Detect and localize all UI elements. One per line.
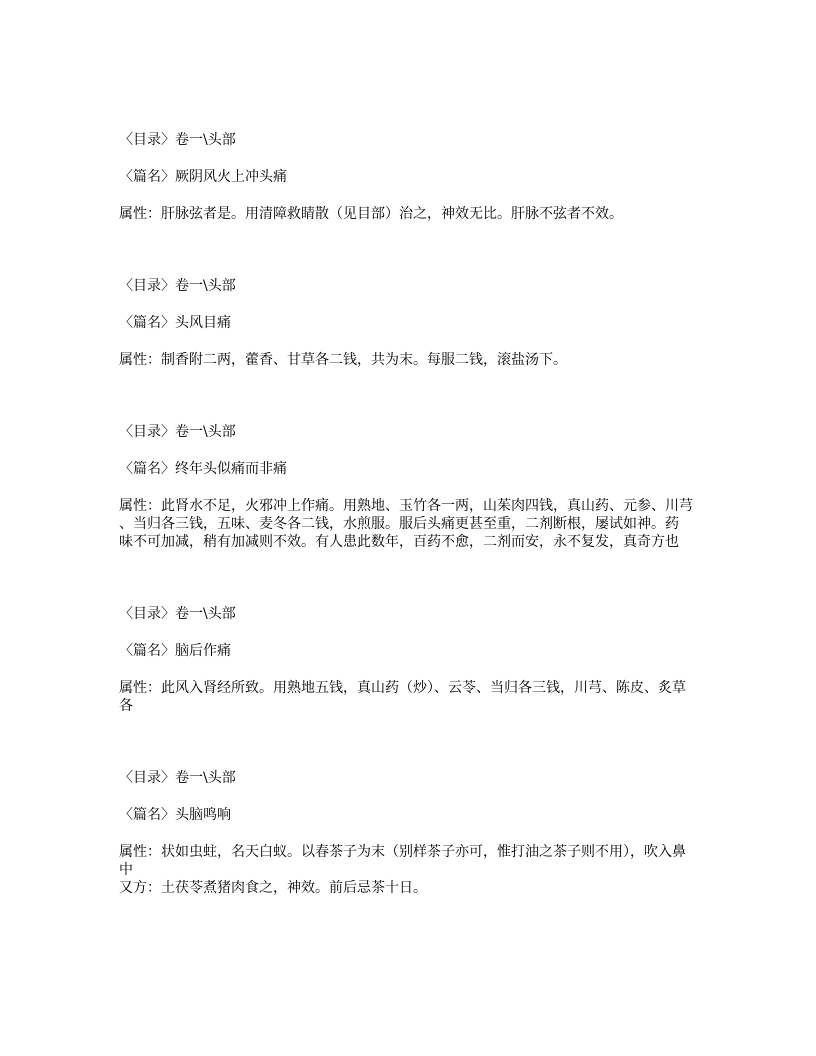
document-entry: [119, 131, 719, 223]
entry-body: [119, 351, 719, 369]
entry-body: [119, 497, 719, 551]
catalog-line: 〈目录〉卷一\头部: [119, 424, 236, 440]
body-line: 、当归各三钱，五味、麦冬各二钱，水煎服。服后头痛更甚至重，二剂断根，屡试如神。药: [119, 516, 679, 532]
document-entry: [119, 605, 719, 715]
entry-body: [119, 205, 719, 223]
document-page: [119, 131, 719, 951]
body-line: 属性：制香附二两，藿香、甘草各二钱，共为末。每服二钱，滚盐汤下。: [119, 352, 567, 368]
body-line: 中: [119, 862, 133, 878]
entry-body: [119, 679, 719, 715]
catalog-line: 〈目录〉卷一\头部: [119, 278, 236, 294]
chapter-title: 〈篇名〉头脑鸣响: [119, 807, 231, 823]
entry-body: [119, 843, 719, 897]
body-line: 属性：状如虫蛀，名天白蚁。以春茶子为末（别样茶子亦可，惟打油之茶子则不用），吹入鼻: [119, 844, 686, 860]
body-line: 属性：肝脉弦者是。用清障救睛散（见目部）治之，神效无比。肝脉不弦者不效。: [119, 206, 623, 222]
body-line: 各: [119, 698, 133, 714]
document-entry: [119, 423, 719, 551]
catalog-line: 〈目录〉卷一\头部: [119, 132, 236, 148]
chapter-title: 〈篇名〉厥阴风火上冲头痛: [119, 169, 287, 185]
chapter-title: 〈篇名〉脑后作痛: [119, 643, 231, 659]
catalog-line: 〈目录〉卷一\头部: [119, 606, 236, 622]
body-line: 又方：土茯苓煮猪肉食之，神效。前后忌茶十日。: [119, 880, 427, 896]
chapter-title: 〈篇名〉终年头似痛而非痛: [119, 461, 287, 477]
document-entry: [119, 769, 719, 897]
document-entry: [119, 277, 719, 369]
body-line: 属性：此肾水不足，火邪冲上作痛。用熟地、玉竹各一两，山茱肉四钱，真山药、元参、川芎: [119, 498, 693, 514]
catalog-line: 〈目录〉卷一\头部: [119, 770, 236, 786]
body-line: 属性：此风入肾经所致。用熟地五钱，真山药（炒）、云苓、当归各三钱，川芎、陈皮、炙草: [119, 680, 686, 696]
chapter-title: 〈篇名〉头风目痛: [119, 315, 231, 331]
body-line: 味不可加减，稍有加减则不效。有人患此数年，百药不愈，二剂而安，永不复发，真奇方也: [119, 534, 679, 550]
